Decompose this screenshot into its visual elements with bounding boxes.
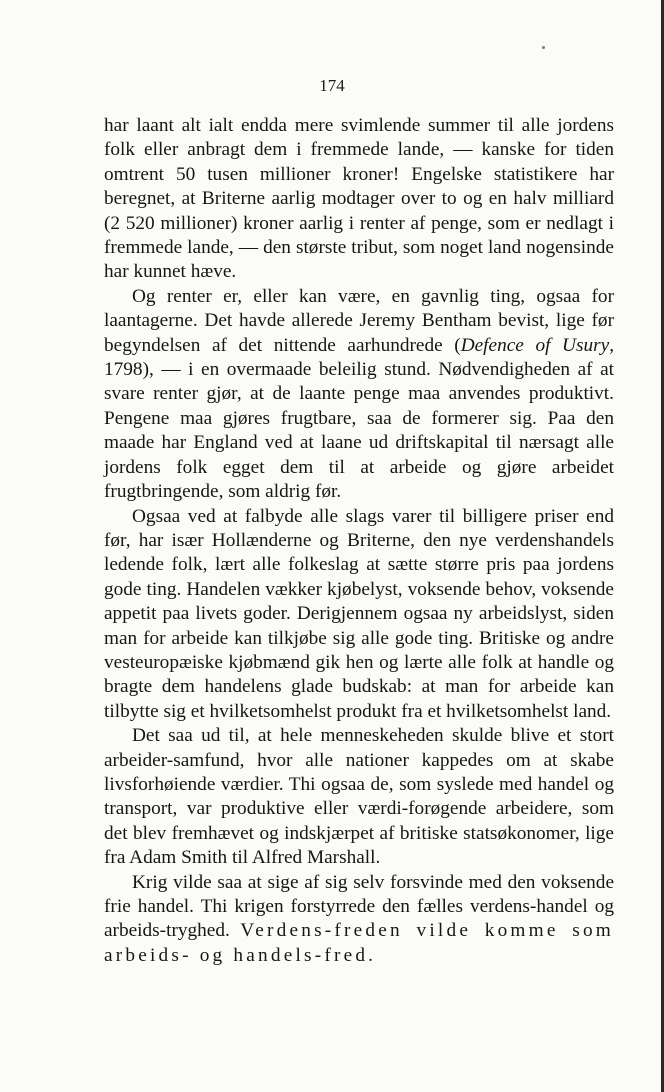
paragraph-1: har laant alt ialt endda mere svimlende summer til alle jordens folk eller anbragt dem i fremmede lande, — kanske for tiden omtrent 50 tusen millioner kroner! Engelske statistikere har beregnet, at Briterne aarlig modtager over to og en halv milliard (2 520 millioner) kroner aarlig i renter af penge, som er nedlagt i fremmede lande, — den største tribut, som noget land nogensinde har kunnet hæve.	[104, 115, 614, 283]
paragraph-5-text: Krig vilde saa at sige af sig selv forsvinde med den voksende frie handel. Thi krigen forstyrrede den fælles verdens-handel og arbeids-tryghed.	[104, 871, 614, 942]
page-number: 174	[319, 76, 345, 95]
spaced-emphasis: Verdens-freden vilde komme som arbeids- og handels-fred.	[104, 920, 614, 966]
paper-speck	[542, 46, 545, 49]
paragraph-4: Det saa ud til, at hele menneskeheden skulde blive et stort arbeider-samfund, hvor alle nationer kappedes om at skabe livsforhøiende værdier. Thi ogsaa de, som syslede med handel og transport, var produktive eller værdi-forøgende arbeidere, som det blev fremhævet og indskjærpet af britiske statsøkonomer, lige fra Adam Smith til Alfred Marshall.	[104, 725, 614, 869]
paragraph-5	[104, 871, 614, 969]
paragraph-2	[104, 285, 614, 505]
paragraph-2-part-1: Og renter er, eller kan være, en gavnlig ting, ogsaa for laantagerne. Det havde allerede Jeremy Bentham bevist, lige før begyndelsen af det nittende aarhundrede (	[104, 285, 614, 356]
paragraph-2-part-2: , 1798), — i en overmaade beleilig stund. Nødvendigheden af at svare renter gjør, at de laante penge maa anvendes produktivt. Pengene maa gjøres frugtbare, saa de formerer sig. Paa den maade har England ved at laane ud driftskapital til nærsagt alle jordens folk egget dem til at arbeide og gjøre arbeidet frugtbringende, som aldrig før.	[104, 334, 615, 503]
body-text	[104, 114, 614, 968]
paragraph-3: Ogsaa ved at falbyde alle slags varer til billigere priser end før, har især Hollænderne og Briterne, den nye verdenshandels ledende folk, lært alle folkeslag at sætte større pris paa jordens gode ting. Handelen vækker kjøbelyst, voksende behov, voksende appetit paa livets goder. Derigjennem ogsaa ny arbeidslyst, siden man for arbeide kan tilkjøbe sig alle gode ting. Britiske og andre vesteuropæiske kjøbmænd gik hen og lærte alle folk at handle og bragte dem handelens glade budskab: at man for arbeide kan tilbytte sig et hvilketsomhelst produkt fra et hvilketsomhelst land.	[104, 505, 614, 722]
book-title-italic: Defence of Usury	[460, 334, 610, 356]
